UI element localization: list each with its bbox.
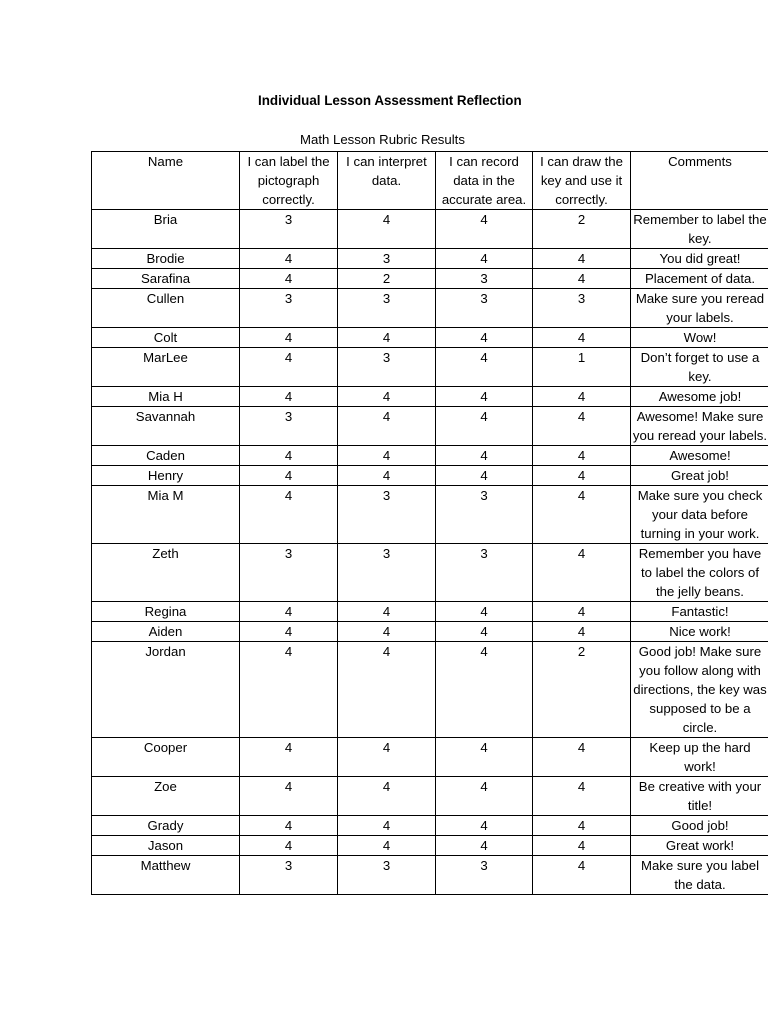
student-name-cell: Cullen (92, 289, 240, 328)
score-label-pictograph: 4 (240, 249, 338, 269)
score-record-data: 4 (436, 210, 533, 249)
comment-cell: Placement of data. (631, 269, 768, 289)
score-label-pictograph: 3 (240, 289, 338, 328)
score-interpret-data: 3 (338, 856, 436, 895)
score-record-data: 3 (436, 486, 533, 544)
score-label-pictograph: 4 (240, 466, 338, 486)
comment-cell: Fantastic! (631, 602, 768, 622)
comment-cell: Awesome! Make sure you reread your labels. (631, 407, 768, 446)
score-label-pictograph: 4 (240, 446, 338, 466)
comment-cell: Good job! Make sure you follow along with directions, the key was supposed to be a circle. (631, 642, 768, 738)
table-row (92, 486, 768, 544)
score-interpret-data: 4 (338, 407, 436, 446)
score-draw-key: 4 (533, 816, 631, 836)
score-record-data: 4 (436, 446, 533, 466)
score-draw-key: 4 (533, 407, 631, 446)
score-record-data: 4 (436, 249, 533, 269)
comment-cell: Remember you have to label the colors of the jelly beans. (631, 544, 768, 602)
table-row (92, 738, 768, 777)
comment-cell: Great job! (631, 466, 768, 486)
table-row (92, 328, 768, 348)
comment-cell: Good job! (631, 816, 768, 836)
score-interpret-data: 3 (338, 348, 436, 387)
table-row (92, 602, 768, 622)
score-record-data: 4 (436, 387, 533, 407)
score-label-pictograph: 4 (240, 836, 338, 856)
score-record-data: 3 (436, 289, 533, 328)
student-name-cell: Matthew (92, 856, 240, 895)
student-name-cell: Mia M (92, 486, 240, 544)
table-row (92, 387, 768, 407)
score-record-data: 4 (436, 602, 533, 622)
score-draw-key: 4 (533, 777, 631, 816)
student-name-cell: Zoe (92, 777, 240, 816)
student-name-cell: Jason (92, 836, 240, 856)
score-record-data: 4 (436, 328, 533, 348)
comment-cell: Make sure you label the data. (631, 856, 768, 895)
table-caption: Math Lesson Rubric Results (300, 132, 465, 147)
score-record-data: 3 (436, 856, 533, 895)
table-row (92, 836, 768, 856)
score-draw-key: 4 (533, 249, 631, 269)
table-row (92, 269, 768, 289)
student-name-cell: Mia H (92, 387, 240, 407)
score-draw-key: 1 (533, 348, 631, 387)
student-name-cell: Cooper (92, 738, 240, 777)
score-interpret-data: 4 (338, 602, 436, 622)
score-draw-key: 4 (533, 544, 631, 602)
student-name-cell: Sarafina (92, 269, 240, 289)
table-body (92, 210, 768, 895)
score-record-data: 4 (436, 836, 533, 856)
table-row (92, 777, 768, 816)
score-record-data: 4 (436, 407, 533, 446)
score-draw-key: 4 (533, 269, 631, 289)
score-draw-key: 4 (533, 446, 631, 466)
student-name-cell: Aiden (92, 622, 240, 642)
table-row (92, 622, 768, 642)
score-interpret-data: 2 (338, 269, 436, 289)
comment-cell: Remember to label the key. (631, 210, 768, 249)
table-row (92, 446, 768, 466)
comment-cell: Wow! (631, 328, 768, 348)
score-draw-key: 4 (533, 836, 631, 856)
score-record-data: 4 (436, 777, 533, 816)
score-label-pictograph: 4 (240, 486, 338, 544)
student-name-cell: Colt (92, 328, 240, 348)
comment-cell: Awesome job! (631, 387, 768, 407)
student-name-cell: Zeth (92, 544, 240, 602)
student-name-cell: MarLee (92, 348, 240, 387)
student-name-cell: Brodie (92, 249, 240, 269)
score-interpret-data: 4 (338, 738, 436, 777)
student-name-cell: Bria (92, 210, 240, 249)
score-label-pictograph: 4 (240, 738, 338, 777)
header-name: Name (92, 152, 240, 210)
student-name-cell: Henry (92, 466, 240, 486)
score-draw-key: 4 (533, 466, 631, 486)
table-row (92, 642, 768, 738)
comment-cell: Don’t forget to use a key. (631, 348, 768, 387)
score-interpret-data: 4 (338, 466, 436, 486)
comment-cell: Great work! (631, 836, 768, 856)
table-row (92, 348, 768, 387)
header-row (92, 152, 768, 210)
score-interpret-data: 3 (338, 544, 436, 602)
table-row (92, 856, 768, 895)
table-row (92, 210, 768, 249)
rubric-results-table (91, 151, 768, 895)
score-interpret-data: 4 (338, 387, 436, 407)
score-label-pictograph: 3 (240, 856, 338, 895)
score-label-pictograph: 4 (240, 328, 338, 348)
header-draw-key: I can draw the key and use it correctly. (533, 152, 631, 210)
comment-cell: You did great! (631, 249, 768, 269)
score-record-data: 4 (436, 348, 533, 387)
score-record-data: 4 (436, 642, 533, 738)
score-draw-key: 4 (533, 328, 631, 348)
comment-cell: Keep up the hard work! (631, 738, 768, 777)
score-draw-key: 2 (533, 642, 631, 738)
student-name-cell: Grady (92, 816, 240, 836)
score-record-data: 3 (436, 269, 533, 289)
table-row (92, 466, 768, 486)
score-interpret-data: 4 (338, 836, 436, 856)
score-interpret-data: 4 (338, 622, 436, 642)
score-interpret-data: 3 (338, 289, 436, 328)
score-interpret-data: 3 (338, 249, 436, 269)
score-label-pictograph: 4 (240, 816, 338, 836)
score-interpret-data: 4 (338, 210, 436, 249)
table-row (92, 249, 768, 269)
score-label-pictograph: 3 (240, 210, 338, 249)
student-name-cell: Jordan (92, 642, 240, 738)
score-label-pictograph: 4 (240, 602, 338, 622)
table-row (92, 816, 768, 836)
score-label-pictograph: 3 (240, 544, 338, 602)
score-draw-key: 4 (533, 856, 631, 895)
student-name-cell: Caden (92, 446, 240, 466)
header-record-data: I can record data in the accurate area. (436, 152, 533, 210)
table-row (92, 289, 768, 328)
header-interpret-data: I can interpret data. (338, 152, 436, 210)
score-interpret-data: 4 (338, 446, 436, 466)
score-label-pictograph: 4 (240, 622, 338, 642)
score-draw-key: 4 (533, 738, 631, 777)
score-label-pictograph: 4 (240, 642, 338, 738)
score-record-data: 4 (436, 738, 533, 777)
comment-cell: Be creative with your title! (631, 777, 768, 816)
score-draw-key: 3 (533, 289, 631, 328)
score-interpret-data: 4 (338, 328, 436, 348)
score-interpret-data: 3 (338, 486, 436, 544)
score-label-pictograph: 4 (240, 348, 338, 387)
table-row (92, 544, 768, 602)
header-comments: Comments (631, 152, 768, 210)
score-interpret-data: 4 (338, 642, 436, 738)
score-record-data: 4 (436, 466, 533, 486)
score-draw-key: 4 (533, 602, 631, 622)
score-label-pictograph: 4 (240, 269, 338, 289)
comment-cell: Awesome! (631, 446, 768, 466)
comment-cell: Make sure you reread your labels. (631, 289, 768, 328)
score-interpret-data: 4 (338, 816, 436, 836)
score-draw-key: 2 (533, 210, 631, 249)
score-record-data: 3 (436, 544, 533, 602)
score-draw-key: 4 (533, 622, 631, 642)
score-label-pictograph: 4 (240, 777, 338, 816)
comment-cell: Make sure you check your data before turning in your work. (631, 486, 768, 544)
table-row (92, 407, 768, 446)
student-name-cell: Regina (92, 602, 240, 622)
score-interpret-data: 4 (338, 777, 436, 816)
header-label-pictograph: I can label the pictograph correctly. (240, 152, 338, 210)
score-draw-key: 4 (533, 387, 631, 407)
student-name-cell: Savannah (92, 407, 240, 446)
score-draw-key: 4 (533, 486, 631, 544)
score-record-data: 4 (436, 816, 533, 836)
score-label-pictograph: 4 (240, 387, 338, 407)
score-label-pictograph: 3 (240, 407, 338, 446)
comment-cell: Nice work! (631, 622, 768, 642)
page-title: Individual Lesson Assessment Reflection (258, 93, 522, 108)
score-record-data: 4 (436, 622, 533, 642)
